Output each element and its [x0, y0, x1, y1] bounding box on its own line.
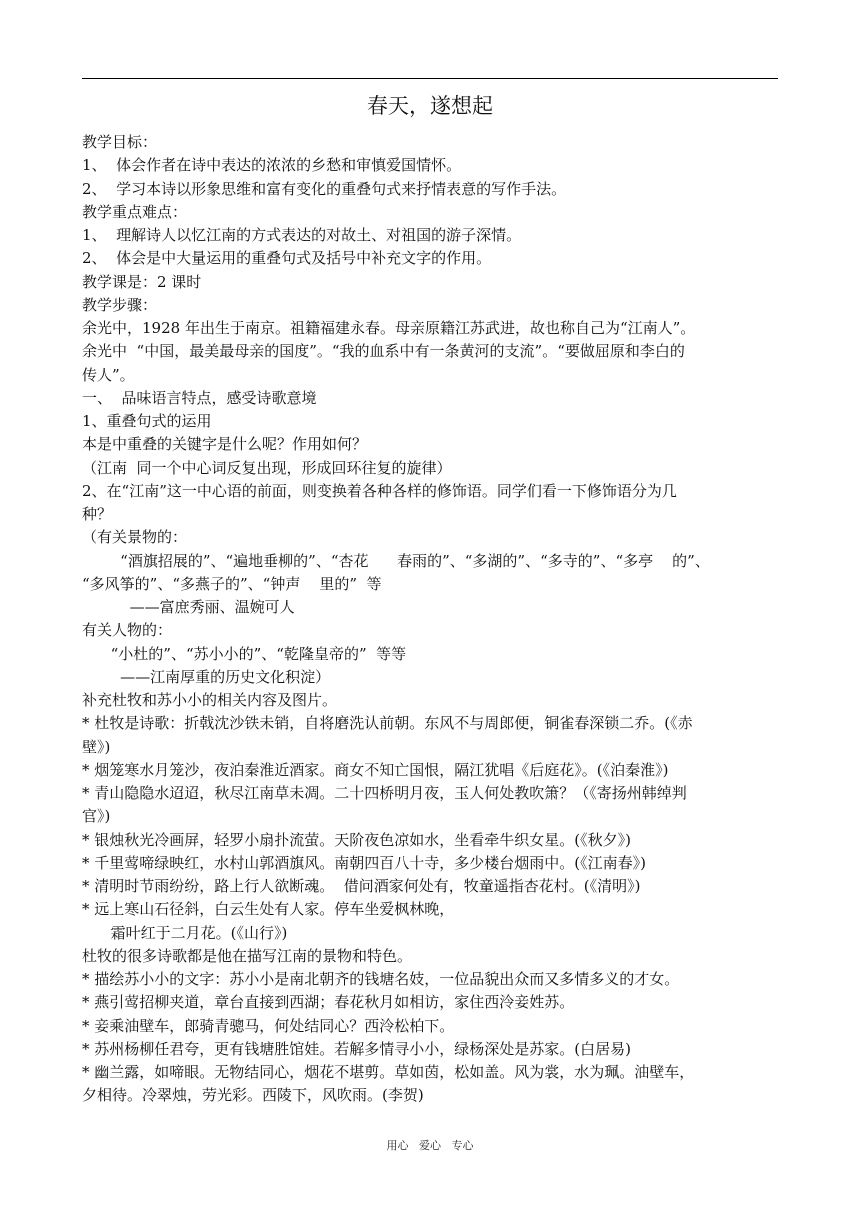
- page-footer: 用心 爱心 专心: [386, 1139, 474, 1152]
- text-line: 官》): [82, 807, 111, 826]
- text-line: 教学重点难点：: [82, 202, 188, 221]
- text-line: 教学步骤：: [82, 295, 158, 314]
- text-line: 杜牧的很多诗歌都是他在描写江南的景物和特色。: [82, 946, 413, 965]
- text-line: 壁》): [82, 737, 111, 756]
- text-line: 2、在“江南”这一中心语的前面，则变换着各种各样的修饰语。同学们看一下修饰语分为几: [82, 481, 677, 500]
- text-line: 一、 品味语言特点，感受诗歌意境: [82, 388, 317, 407]
- text-line: * 远上寒山石径斜，白云生处有人家。停车坐爱枫林晚，: [82, 900, 455, 919]
- text-line: * 银烛秋光冷画屏，轻罗小扇扑流萤。天阶夜色凉如水，坐看牵牛织女星。(《秋夕》): [82, 830, 631, 849]
- text-line: 教学课是：2 课时: [82, 272, 202, 291]
- text-line: “酒旗招展的”、“遍地垂柳的”、“杏花 春雨的”、“多湖的”、“多寺的”、“多亭 的”、: [82, 551, 710, 570]
- document-title: 春天，遂想起: [367, 94, 493, 118]
- text-line: 有关人物的：: [82, 621, 173, 640]
- text-line: * 燕引莺招柳夹道，章台直接到西湖；春花秋月如相访，家住西泠妾姓苏。: [82, 993, 575, 1012]
- text-line: * 千里莺啼绿映红，水村山郭酒旗风。南朝四百八十寺，多少楼台烟雨中。(《江南春》): [82, 853, 646, 872]
- text-line: “小杜的”、“苏小小的”、“乾隆皇帝的” 等等: [82, 644, 407, 663]
- text-line: 1、 体会作者在诗中表达的浓浓的乡愁和审慎爱国情怀。: [82, 156, 462, 175]
- text-line: 霜叶红于二月花。(《山行》): [82, 923, 288, 942]
- text-line: 传人”。: [82, 365, 135, 384]
- text-line: 2、 体会是中大量运用的重叠句式及括号中补充文字的作用。: [82, 249, 492, 268]
- text-line: * 描绘苏小小的文字：苏小小是南北朝齐的钱塘名妓，一位品貌出众而又多情多义的才女。: [82, 970, 680, 988]
- text-line: * 妾乘油壁车，郎骑青骢马，何处结同心？西泠松柏下。: [82, 1016, 455, 1035]
- text-line: * 幽兰露，如啼眼。无物结同心，烟花不堪剪。草如茵，松如盖。风为裳，水为珮。油壁车，: [82, 1063, 695, 1081]
- document-body: [82, 131, 782, 1108]
- text-line: ——富庶秀丽、温婉可人: [82, 598, 295, 616]
- text-line: 本是中重叠的关键字是什么呢？作用如何？: [82, 435, 368, 454]
- text-line: * 青山隐隐水迢迢，秋尽江南草未凋。二十四桥明月夜，玉人何处教吹箫？（《寄扬州韩绰判: [82, 784, 687, 802]
- text-line: “多风筝的”、“多燕子的”、“钟声 里的” 等: [82, 574, 382, 593]
- text-line: ——江南厚重的历史文化积淀）: [82, 667, 331, 686]
- text-line: 1、重叠句式的运用: [82, 412, 212, 430]
- text-line: 余光中 “中国，最美最母亲的国度”。“我的血系中有一条黄河的支流”。“要做屈原和李白的: [82, 342, 685, 361]
- text-line: （有关景物的：: [82, 528, 188, 547]
- header-rule: [82, 78, 778, 79]
- text-line: 夕相待。冷翠烛，劳光彩。西陵下，风吹雨。(李贺): [82, 1086, 424, 1105]
- text-line: * 苏州杨柳任君夸，更有钱塘胜馆娃。若解多情寻小小，绿杨深处是苏家。(白居易): [82, 1039, 631, 1058]
- text-line: 1、 理解诗人以忆江南的方式表达的对故土、对祖国的游子深情。: [82, 226, 522, 244]
- text-line: * 清明时节雨纷纷，路上行人欲断魂。 借问酒家何处有，牧童遥指杏花村。(《清明》): [82, 877, 641, 895]
- text-line: * 烟笼寒水月笼沙，夜泊秦淮近酒家。商女不知亡国恨，隔江犹唱《后庭花》。(《泊秦淮》): [82, 760, 669, 779]
- text-line: 教学目标：: [82, 133, 158, 151]
- text-line: 2、 学习本诗以形象思维和富有变化的重叠句式来抒情表意的写作手法。: [82, 179, 567, 198]
- text-line: 种？: [82, 505, 113, 523]
- text-line: （江南 同一个中心词反复出现，形成回环往复的旋律）: [82, 458, 452, 477]
- text-line: 余光中，1928 年出生于南京。祖籍福建永春。母亲原籍江苏武进，故也称自己为“江南人”。: [82, 319, 696, 337]
- text-line: * 杜牧是诗歌：折戟沈沙铁未销，自将磨洗认前朝。东风不与周郎便，铜雀春深锁二乔。(《赤: [82, 714, 693, 733]
- text-line: 补充杜牧和苏小小的相关内容及图片。: [82, 691, 338, 709]
